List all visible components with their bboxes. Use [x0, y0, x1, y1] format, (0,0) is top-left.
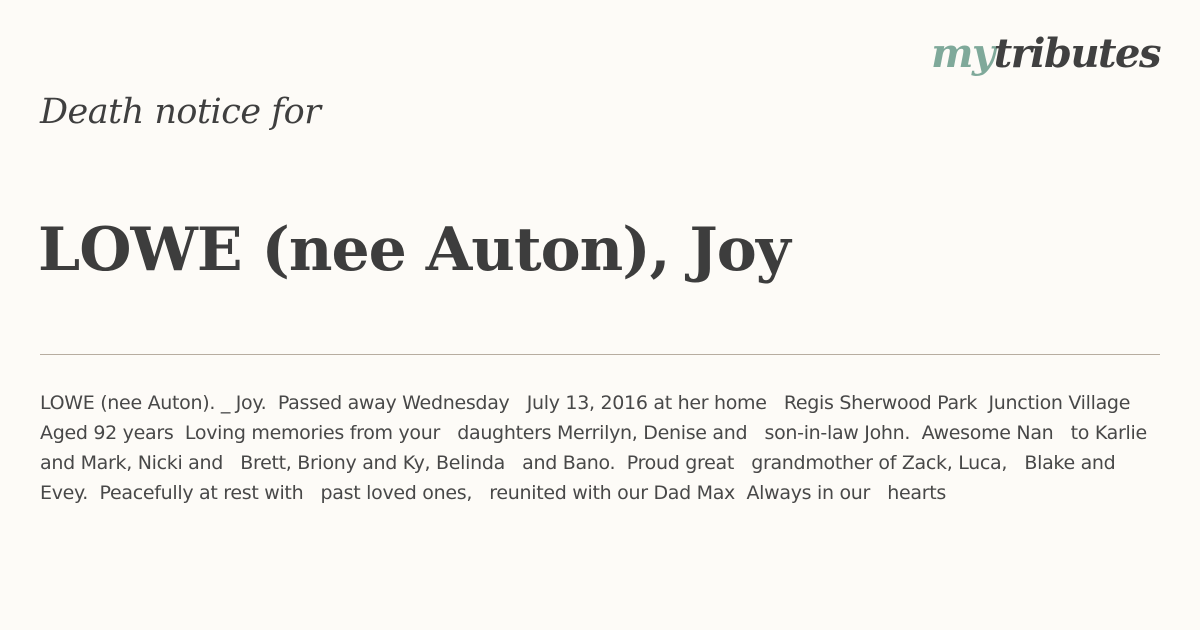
section-divider	[40, 354, 1160, 355]
logo-my-text: my	[931, 30, 994, 77]
notice-kicker: Death notice for	[40, 92, 321, 132]
mytributes-logo[interactable]	[931, 30, 1160, 77]
notice-body-text: LOWE (nee Auton). _ Joy. Passed away Wednesday July 13, 2016 at her home Regis Sherwood Park Junction Village Aged 92 years Loving memories from your daughters Merrilyn, Denise and son-in-law John. Awesome Nan to Karlie and Mark, Nicki and Brett, Briony and Ky, Belinda and Bano. Proud great grandmother of Zack, Luca, Blake and Evey. Peacefully at rest with past loved ones, reunited with our Dad Max Always in our hearts	[40, 392, 1153, 504]
deceased-name-title: LOWE (nee Auton), Joy	[38, 215, 790, 285]
logo-tributes-text: tributes	[993, 30, 1160, 77]
